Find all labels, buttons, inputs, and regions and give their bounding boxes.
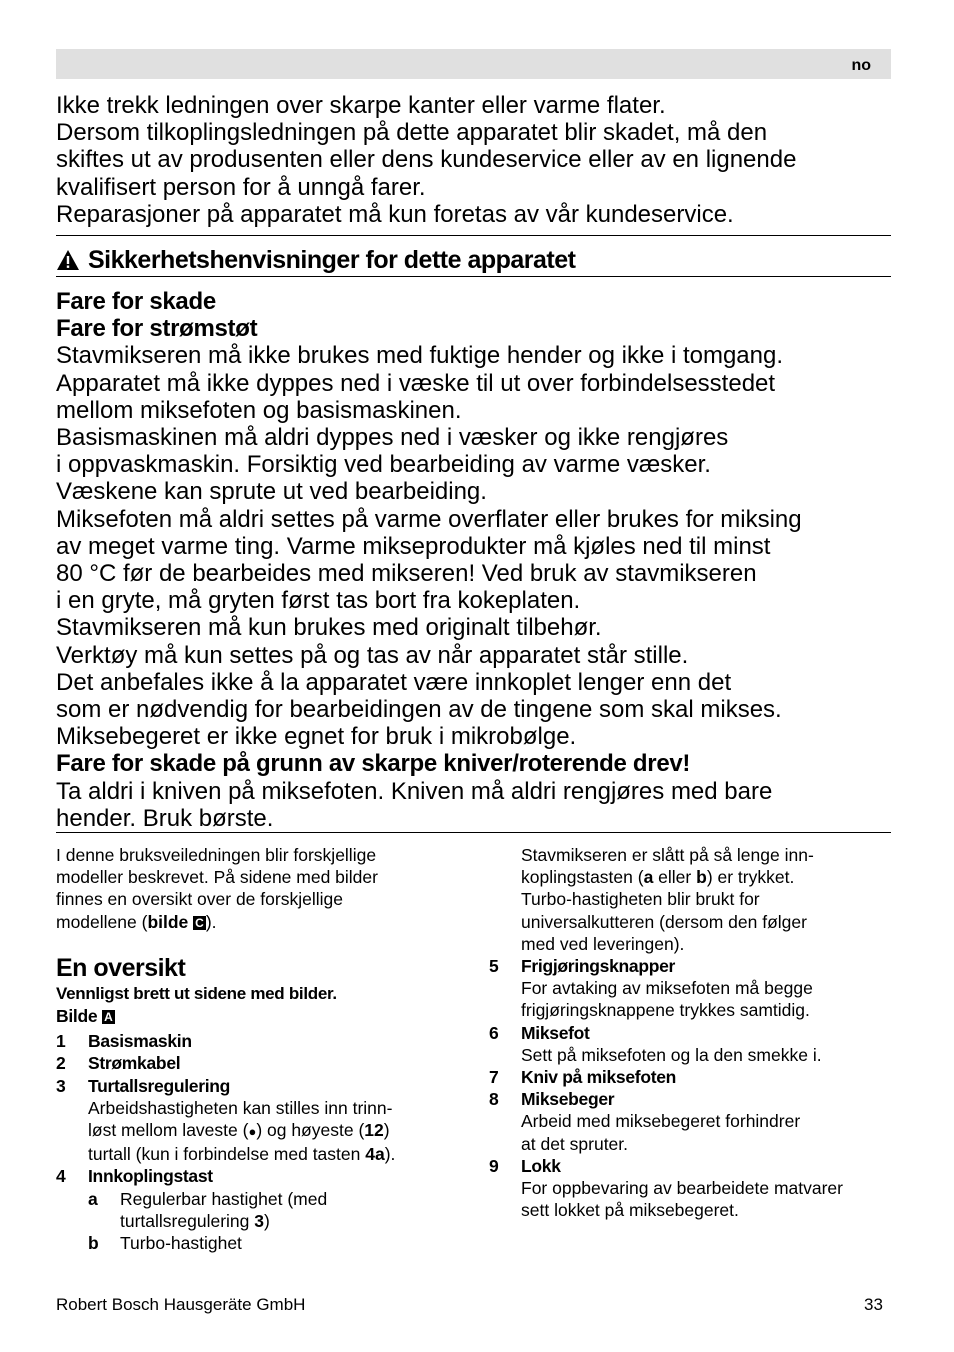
figure-label: Bilde A [56,1006,113,1027]
lowest-speed-dot: ● [248,1124,257,1140]
safety-line: Det anbefales ikke å la apparatet være innkoplet lenger enn det [56,668,732,696]
safety-line: Stavmikseren må ikke brukes med fuktige hender og ikke i tomgang. [56,342,784,370]
list-item: 5 Frigjøringsknapper For avtaking av miksefoten må begge frigjøringsknappene trykkes samtidig. [489,956,813,1021]
footer-company: Robert Bosch Hausgeräte GmbH [56,1295,306,1314]
sub-item: a Regulerbar hastighet (med turtallsregulering 3) [88,1188,328,1231]
heading-shock: Fare for strømstøt [56,315,258,343]
figure-a-badge: A [104,1010,113,1025]
intro-line: Reparasjoner på apparatet må kun foretas av vår kundeservice. [56,200,734,228]
model-intro-line: modeller beskrevet. På sidene med bilder [56,867,378,888]
overview-title: En oversikt [56,953,186,982]
language-code: no [851,57,871,74]
divider [56,235,891,236]
intro-block [56,92,896,228]
intro-line: kvalifisert person for å unngå farer. [56,173,426,201]
safety-line: Miksefoten må aldri settes på varme overflater eller brukes for miksing [56,505,802,533]
page-number: 33 [864,1295,883,1314]
safety-title [56,246,575,274]
sub-item: b Turbo-hastighet [88,1233,242,1254]
heading-knife: Fare for skade på grunn av skarpe kniver/roterende drev! [56,750,691,778]
left-column [56,844,476,1254]
heading-injury: Fare for skade [56,288,216,315]
safety-line: 80 °C før de bearbeides med mikseren! Ved bruk av stavmikseren [56,560,757,588]
divider [56,276,891,277]
list-item: 3 Turtallsregulering Arbeidshastigheten kan stilles inn trinn- løst mellom laveste (●) og høyeste (12) turtall (kun i forbindelse med tasten 4a). [56,1075,396,1165]
list-item: 9 Lokk For oppbevaring av bearbeidete matvarer sett lokket på miksebegeret. [489,1155,843,1221]
safety-line: Apparatet må ikke dyppes ned i væske til ut over forbindelsesstedet [56,369,776,397]
safety-line: Stavmikseren må kun brukes med originalt tilbehør. [56,614,602,642]
model-intro-line: modellene (bilde C ). [56,911,217,932]
safety-line: hender. Bruk børste. [56,804,274,832]
safety-line: Væskene kan sprute ut ved bearbeiding. [56,478,487,506]
intro-line: skiftes ut av produsenten eller dens kundeservice eller av en lignende [56,146,797,174]
safety-title-text: Sikkerhetshenvisninger for dette apparatet [88,246,576,274]
safety-line: Ta aldri i kniven på miksefoten. Kniven må aldri rengjøres med bare [56,777,773,805]
list-item: 7 Kniv på miksefoten [489,1067,677,1088]
fold-note: Vennligst brett ut sidene med bilder. [56,983,337,1003]
right-column: Stavmikseren er slått på så lenge inn- koplingstasten (a eller b) er trykket. Turbo-hastigheten blir brukt for universalkutteren (dersom den følger med ved leveringen). 5 Frigjøringsknapper For avtaking av miksefoten må begge frigjøringsknappene trykkes samtidig. 6 Miksefot Sett på miksefoten og la den smekke i. 7 Kniv på miksefoten 8 Miksebeger Arbeid med miksebegeret forhindrer at det spruter. 9 Lokk For oppbevaring av bearbeidete matvarer sett lokket på miksebegeret. [489,844,909,1221]
list-item: 8 Miksebeger Arbeid med miksebegeret forhindrer at det spruter. [489,1089,801,1154]
safety-line: i en gryte, må gryten først tas bort fra kokeplaten. [56,587,581,615]
header-bar [56,49,891,79]
safety-line: mellom miksefoten og basismaskinen. [56,396,462,424]
divider [56,832,891,833]
safety-line: Miksebegeret er ikke egnet for bruk i mikrobølge. [56,723,577,751]
safety-line: av meget varme ting. Varme mikseprodukter må kjøles ned til minst [56,532,771,560]
safety-line: Verktøy må kun settes på og tas av når apparatet står stille. [56,641,689,669]
figure-c-badge: C [195,915,204,930]
safety-line: i oppvaskmaskin. Forsiktig ved bearbeiding av varme væsker. [56,451,711,479]
intro-line: Ikke trekk ledningen over skarpe kanter eller varme flater. [56,92,666,119]
safety-block [56,288,896,832]
list-item: 4 Innkoplingstast a Regulerbar hastighet (med turtallsregulering 3) b Turbo-hastighet [56,1166,328,1254]
list-item: 2 Strømkabel [56,1053,181,1074]
model-intro-line: I denne bruksveiledningen blir forskjellige [56,845,377,865]
safety-line: Basismaskinen må aldri dyppes ned i væsker og ikke rengjøres [56,424,729,452]
list-item: 6 Miksefot Sett på miksefoten og la den smekke i. [489,1022,822,1065]
list-item: 1 Basismaskin [56,1031,192,1052]
intro-line: Dersom tilkoplingsledningen på dette apparatet blir skadet, må den [56,119,768,147]
model-intro-line: finnes en oversikt over de forskjellige [56,889,343,910]
warning-triangle-icon [56,249,80,271]
safety-line: som er nødvendig for bearbeidingen av de tingene som skal mikses. [56,696,782,724]
